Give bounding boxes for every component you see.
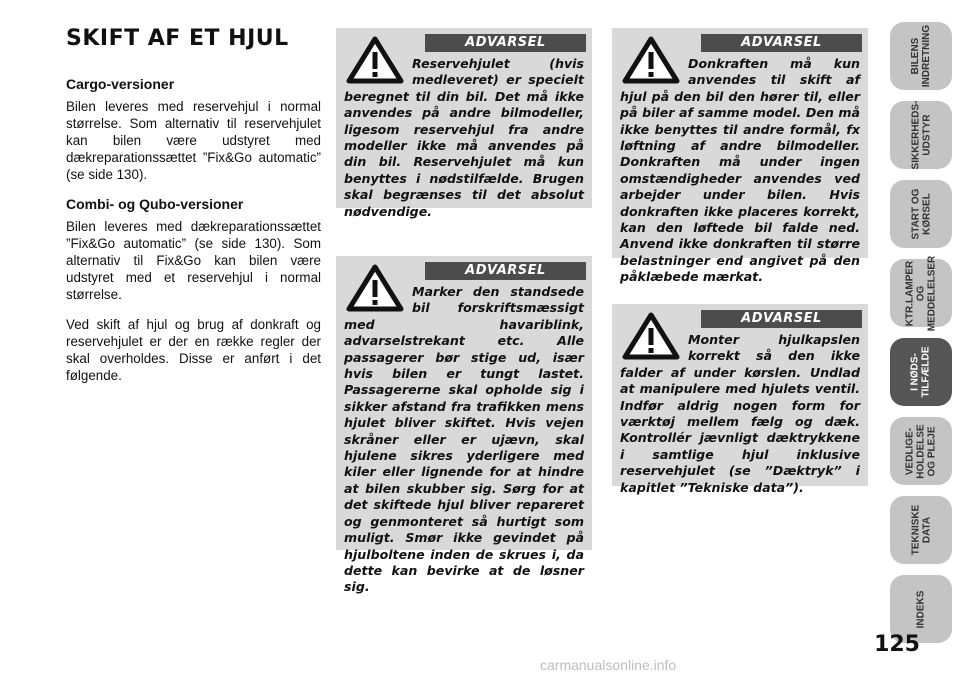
tab-tekniske-data[interactable]: TEKNISKE DATA (890, 496, 952, 564)
chapter-tabs (880, 0, 960, 677)
warning-box-hubcap (612, 304, 868, 495)
warning-triangle-icon (622, 312, 680, 360)
warning-text: Donkraften må kun anvendes til skift af hjul på den bil den hører til, eller på biler af samme model. Den må ikke benyttes til andre formål, fx løftning af andre bilmodeller. Donkraften må under ingen omstændigheder anvendes ved arbejder under bilen. Hvis donkraften ikke placeres korrekt, kan den løftede bil falde ned. Anvend ikke donkraften til større belastninger end angivet på den påklæbede mærkat. (620, 56, 860, 285)
cargo-heading: Cargo-versioner (66, 76, 175, 92)
warning-text: Monter hjulkapslen korrekt så den ikke falder af under kørslen. Undlad at manipulere med hjulets ventil. Indfør aldrig nogen form for værktøj mellem fælg og dæk. Kontrollér jævnligt dæktrykkene i samtlige hjul inklusive reservehjulet (se ”Dæktryk” i kapitlet ”Tekniske data”). (620, 332, 860, 495)
watermark: carmanualsonline.info (540, 657, 677, 673)
warning-text: Marker den standsede bil forskriftsmæssigt med havariblink, advarselstrekant etc. Alle passagerer bør stige ud, især hvis bilen er tungt lastet. Passagererne skal opholde sig i sikker afstand fra trafikken mens hjulet bliver skiftet. Hvis vejen skråner eller er ujævn, skal hjulene sikres yderligere med kiler eller lignende for at hindre at bilen skubber sig. Sørg for at det skiftede hjul bliver repareret og genmonteret så hurtigt som muligt. Smør ikke gevindet på hjulboltene inden de skrues i, da dette kan bevirke at de løsner sig. (344, 284, 584, 595)
tab-start-og-korsel[interactable]: START OG KØRSEL (890, 180, 952, 248)
tab-i-nodstilfaelde[interactable]: I NØDS- TILFÆLDE (890, 338, 952, 406)
page-title: SKIFT AF ET HJUL (66, 26, 289, 51)
warning-label: ADVARSEL (425, 34, 586, 52)
combi-heading: Combi- og Qubo-versioner (66, 196, 244, 212)
warning-label: ADVARSEL (425, 262, 586, 280)
page-number: 125 (874, 632, 920, 657)
tab-bilens-indretning[interactable]: BILENS INDRETNING (890, 22, 952, 90)
warning-text: Reservehjulet (hvis medleveret) er specielt beregnet til din bil. Det må ikke anvendes på andre bilmodeller, ligesom reservehjul fra andre modeller ikke må anvendes på din bil. Reservehjulet må kun benyttes i nødstilfælde. Brugen skal begrænses til det absolut nødvendige. (344, 56, 584, 219)
warning-triangle-icon (622, 36, 680, 84)
combi-text: Bilen leveres med dækreparationssættet ”Fix&Go automatic” (se side 130). Som alternativ til Fix&Go kan bilen være udstyret med et reservehjul i normal størrelse. (66, 219, 321, 302)
warning-label: ADVARSEL (701, 310, 862, 328)
tab-vedligeholdelse[interactable]: VEDLIGE- HOLDELSE OG PLEJE (890, 417, 952, 485)
rules-text: Ved skift af hjul og brug af donkraft og reservehjulet er der en række regler der skal overholdes. Disse er anført i det følgende. (66, 317, 321, 383)
tab-sikkerhedsudstyr[interactable]: SIKKERHEDS- UDSTYR (890, 101, 952, 169)
intro-column (66, 76, 321, 397)
warning-box-hazard (336, 256, 592, 595)
warning-box-spare-wheel (336, 28, 592, 219)
warning-triangle-icon (346, 264, 404, 312)
tab-indeks[interactable]: INDEKS (890, 575, 952, 643)
warning-triangle-icon (346, 36, 404, 84)
cargo-text: Bilen leveres med reservehjul i normal størrelse. Som alternativ til reservehjulet kan bilen være udstyret med dækreparationssættet ”Fix&Go automatic” (se side 130). (66, 99, 321, 182)
warning-box-jack (612, 28, 868, 285)
warning-label: ADVARSEL (701, 34, 862, 52)
tab-ktr-lamper[interactable]: KTR.LAMPER OG MEDDELELSER (890, 259, 952, 327)
